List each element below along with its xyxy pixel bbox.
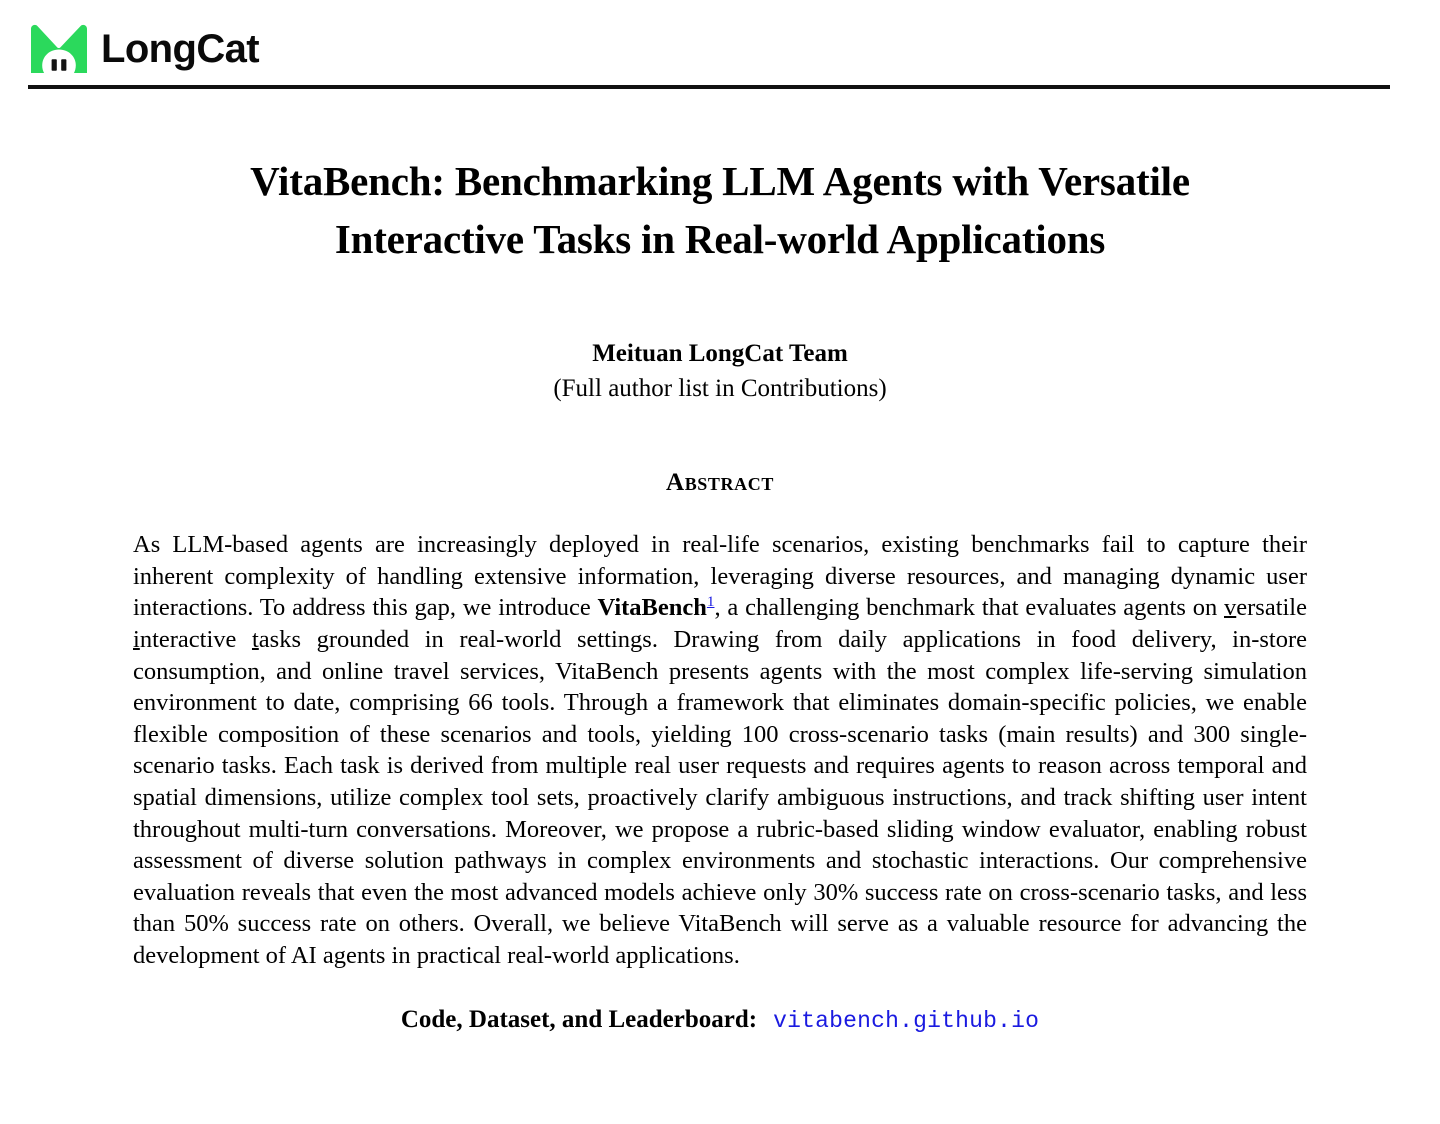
abstract-text-part-1: As LLM-based agents are increasingly deployed in real-life scenarios, existing benchmarks fail to capture their inherent complexity of handling extensive information, leveraging diverse resources, and managing dynamic user interactions. To address this gap, we introduce [133, 531, 1307, 622]
project-website-link[interactable]: vitabench.github.io [773, 1007, 1040, 1034]
author-block [133, 338, 1307, 405]
header-divider [28, 85, 1390, 89]
abstract-text-part-5: asks grounded in real-world settings. Drawing from daily applications in food delivery, in-store consumption, and online travel services, VitaBench presents agents with the most complex life-serving simulation environment to date, comprising 66 tools. Through a framework that eliminates domain-specific policies, we enable flexible composition of these scenarios and tools, yielding 100 cross-scenario tasks (main results) and 300 single-scenario tasks. Each task is derived from multiple real user requests and requires agents to reason across temporal and spatial dimensions, utilize complex tool sets, proactively clarify ambiguous instructions, and track shifting user intent throughout multi-turn conversations. Moreover, we propose a rubric-based sliding window evaluator, enabling robust assessment of diverse solution pathways in complex environments and stochastic interactions. Our comprehensive evaluation reveals that even the most advanced models achieve only 30% success rate on cross-scenario tasks, and less than 50% success rate on others. Overall, we believe VitaBench will serve as a valuable resource for advancing the development of AI agents in practical real-world applications. [133, 625, 1308, 969]
abstract-text-part-2: , a challenging benchmark that evaluates agents on [714, 594, 1224, 622]
longcat-cat-head-icon [28, 23, 90, 75]
emphasis-letter-i: i [133, 625, 140, 653]
brand-logo[interactable] [28, 23, 259, 75]
abstract-body [133, 529, 1307, 971]
emphasis-letter-t: t [251, 625, 259, 653]
site-header [0, 0, 1440, 96]
emphasis-letter-v: v [1224, 594, 1237, 622]
brand-name: LongCat [101, 27, 259, 71]
abstract-text-part-4: nteractive [139, 625, 252, 653]
benchmark-name: VitaBench [597, 594, 707, 622]
footnote-reference-link[interactable]: 1 [706, 593, 715, 611]
abstract-paragraph [133, 529, 1307, 971]
resources-label: Code, Dataset, and Leaderboard: [400, 1005, 758, 1033]
abstract-heading: Abstract [666, 469, 774, 497]
author-note: (Full author list in Contributions) [553, 374, 887, 402]
abstract-text-part-3: ersatile [1236, 594, 1307, 622]
paper-content [0, 152, 1440, 1034]
author-team: Meituan LongCat Team [592, 340, 848, 368]
page-title: VitaBench: Benchmarking LLM Agents with Versatile Interactive Tasks in Real-world Applications [250, 158, 1190, 263]
resources-line [133, 1006, 1307, 1034]
